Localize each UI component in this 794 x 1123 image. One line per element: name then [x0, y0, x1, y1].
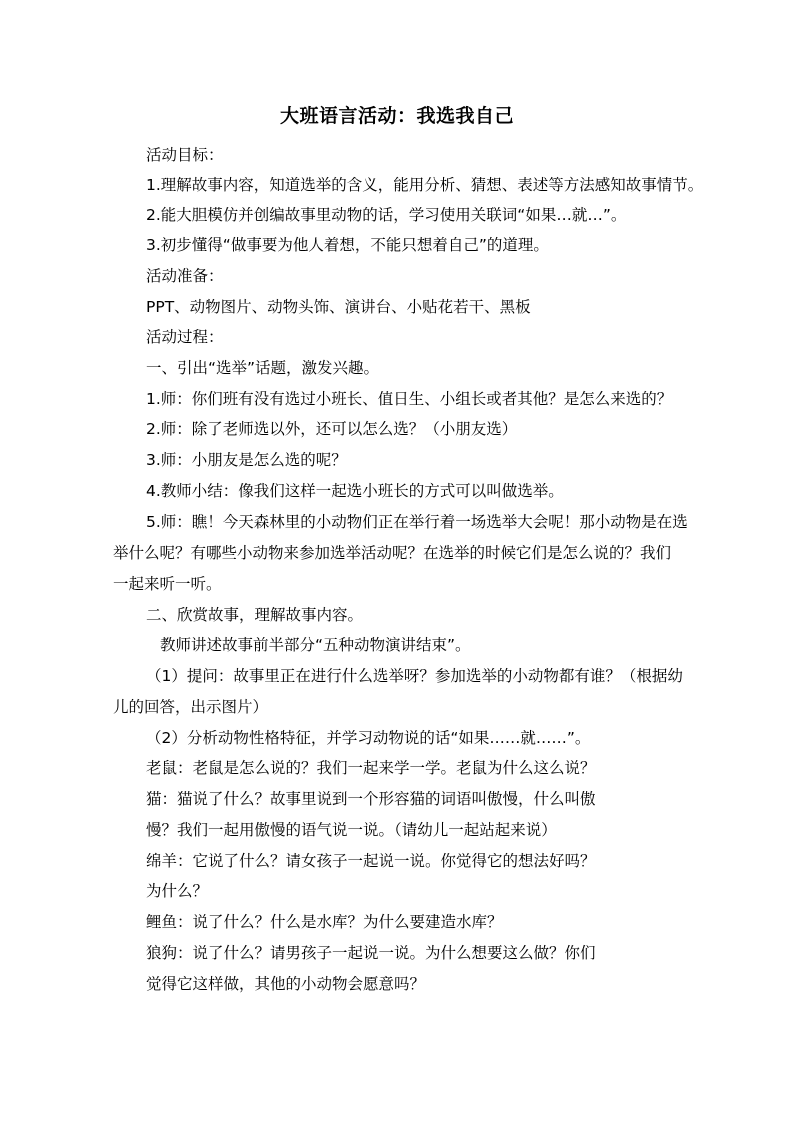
paragraph-preparation: PPT、动物图片、动物头饰、演讲台、小贴花若干、黑板 — [146, 298, 531, 316]
paragraph-goal-2: 2.能大胆模仿并创编故事里动物的话，学习使用关联词“如果…就…”。 — [146, 206, 627, 224]
paragraph-step-5-line-2: 举什么呢？有哪些小动物来参加选举活动呢？在选举的时候它们是怎么说的？我们 — [113, 544, 672, 562]
paragraph-step-2: 2.师：除了老师选以外，还可以怎么选？（小朋友选） — [146, 420, 518, 438]
paragraph-question-1-line-1: （1）提问：故事里正在进行什么选举呀？参加选举的小动物都有谁？（根据幼 — [146, 667, 683, 685]
paragraph-cat-line-2: 慢？我们一起用傲慢的语气说一说。（请幼儿一起站起来说） — [146, 821, 557, 839]
paragraph-teacher-story: 教师讲述故事前半部分“五种动物演讲结束”。 — [160, 636, 471, 654]
paragraph-cat-line-1: 猫：猫说了什么？故事里说到一个形容猫的词语叫傲慢，什么叫傲 — [146, 790, 596, 808]
paragraph-sheep-line-1: 绵羊：它说了什么？请女孩子一起说一说。你觉得它的想法好吗？ — [146, 852, 596, 870]
paragraph-step-5-line-1: 5.师：瞧！今天森林里的小动物们正在举行着一场选举大会呢！那小动物是在选 — [146, 513, 688, 531]
paragraph-step-3: 3.师：小朋友是怎么选的呢？ — [146, 451, 347, 469]
section-heading-process: 活动过程： — [146, 328, 224, 346]
paragraph-goal-1: 1.理解故事内容，知道选举的含义，能用分析、猜想、表述等方法感知故事情节。 — [146, 176, 704, 194]
paragraph-goal-3: 3.初步懂得“做事要为他人着想，不能只想着自己”的道理。 — [146, 236, 549, 254]
paragraph-mouse: 老鼠：老鼠是怎么说的？我们一起来学一学。老鼠为什么这么说？ — [146, 759, 596, 777]
paragraph-sheep-line-2: 为什么？ — [146, 882, 209, 900]
subheading-part-2: 二、欣赏故事，理解故事内容。 — [146, 606, 364, 624]
paragraph-step-5-line-3: 一起来听一听。 — [113, 575, 222, 593]
paragraph-step-1: 1.师：你们班有没有选过小班长、值日生、小组长或者其他？是怎么来选的？ — [146, 390, 673, 408]
paragraph-question-1-line-2: 儿的回答，出示图片） — [113, 698, 269, 716]
section-heading-goals: 活动目标： — [146, 146, 224, 164]
paragraph-question-2: （2）分析动物性格特征，并学习动物说的话“如果……就……”。 — [146, 729, 591, 747]
document-title: 大班语言活动：我选我自己 — [279, 105, 514, 127]
paragraph-carp: 鲤鱼：说了什么？什么是水库？为什么要建造水库？ — [146, 913, 503, 931]
paragraph-wolfdog-line-2: 觉得它这样做，其他的小动物会愿意吗？ — [146, 975, 426, 993]
paragraph-step-4: 4.教师小结：像我们这样一起选小班长的方式可以叫做选举。 — [146, 482, 564, 500]
section-heading-preparation: 活动准备： — [146, 267, 224, 285]
paragraph-wolfdog-line-1: 狼狗：说了什么？请男孩子一起说一说。为什么想要这么做？你们 — [146, 944, 596, 962]
subheading-part-1: 一、引出“选举”话题，激发兴趣。 — [146, 359, 380, 377]
